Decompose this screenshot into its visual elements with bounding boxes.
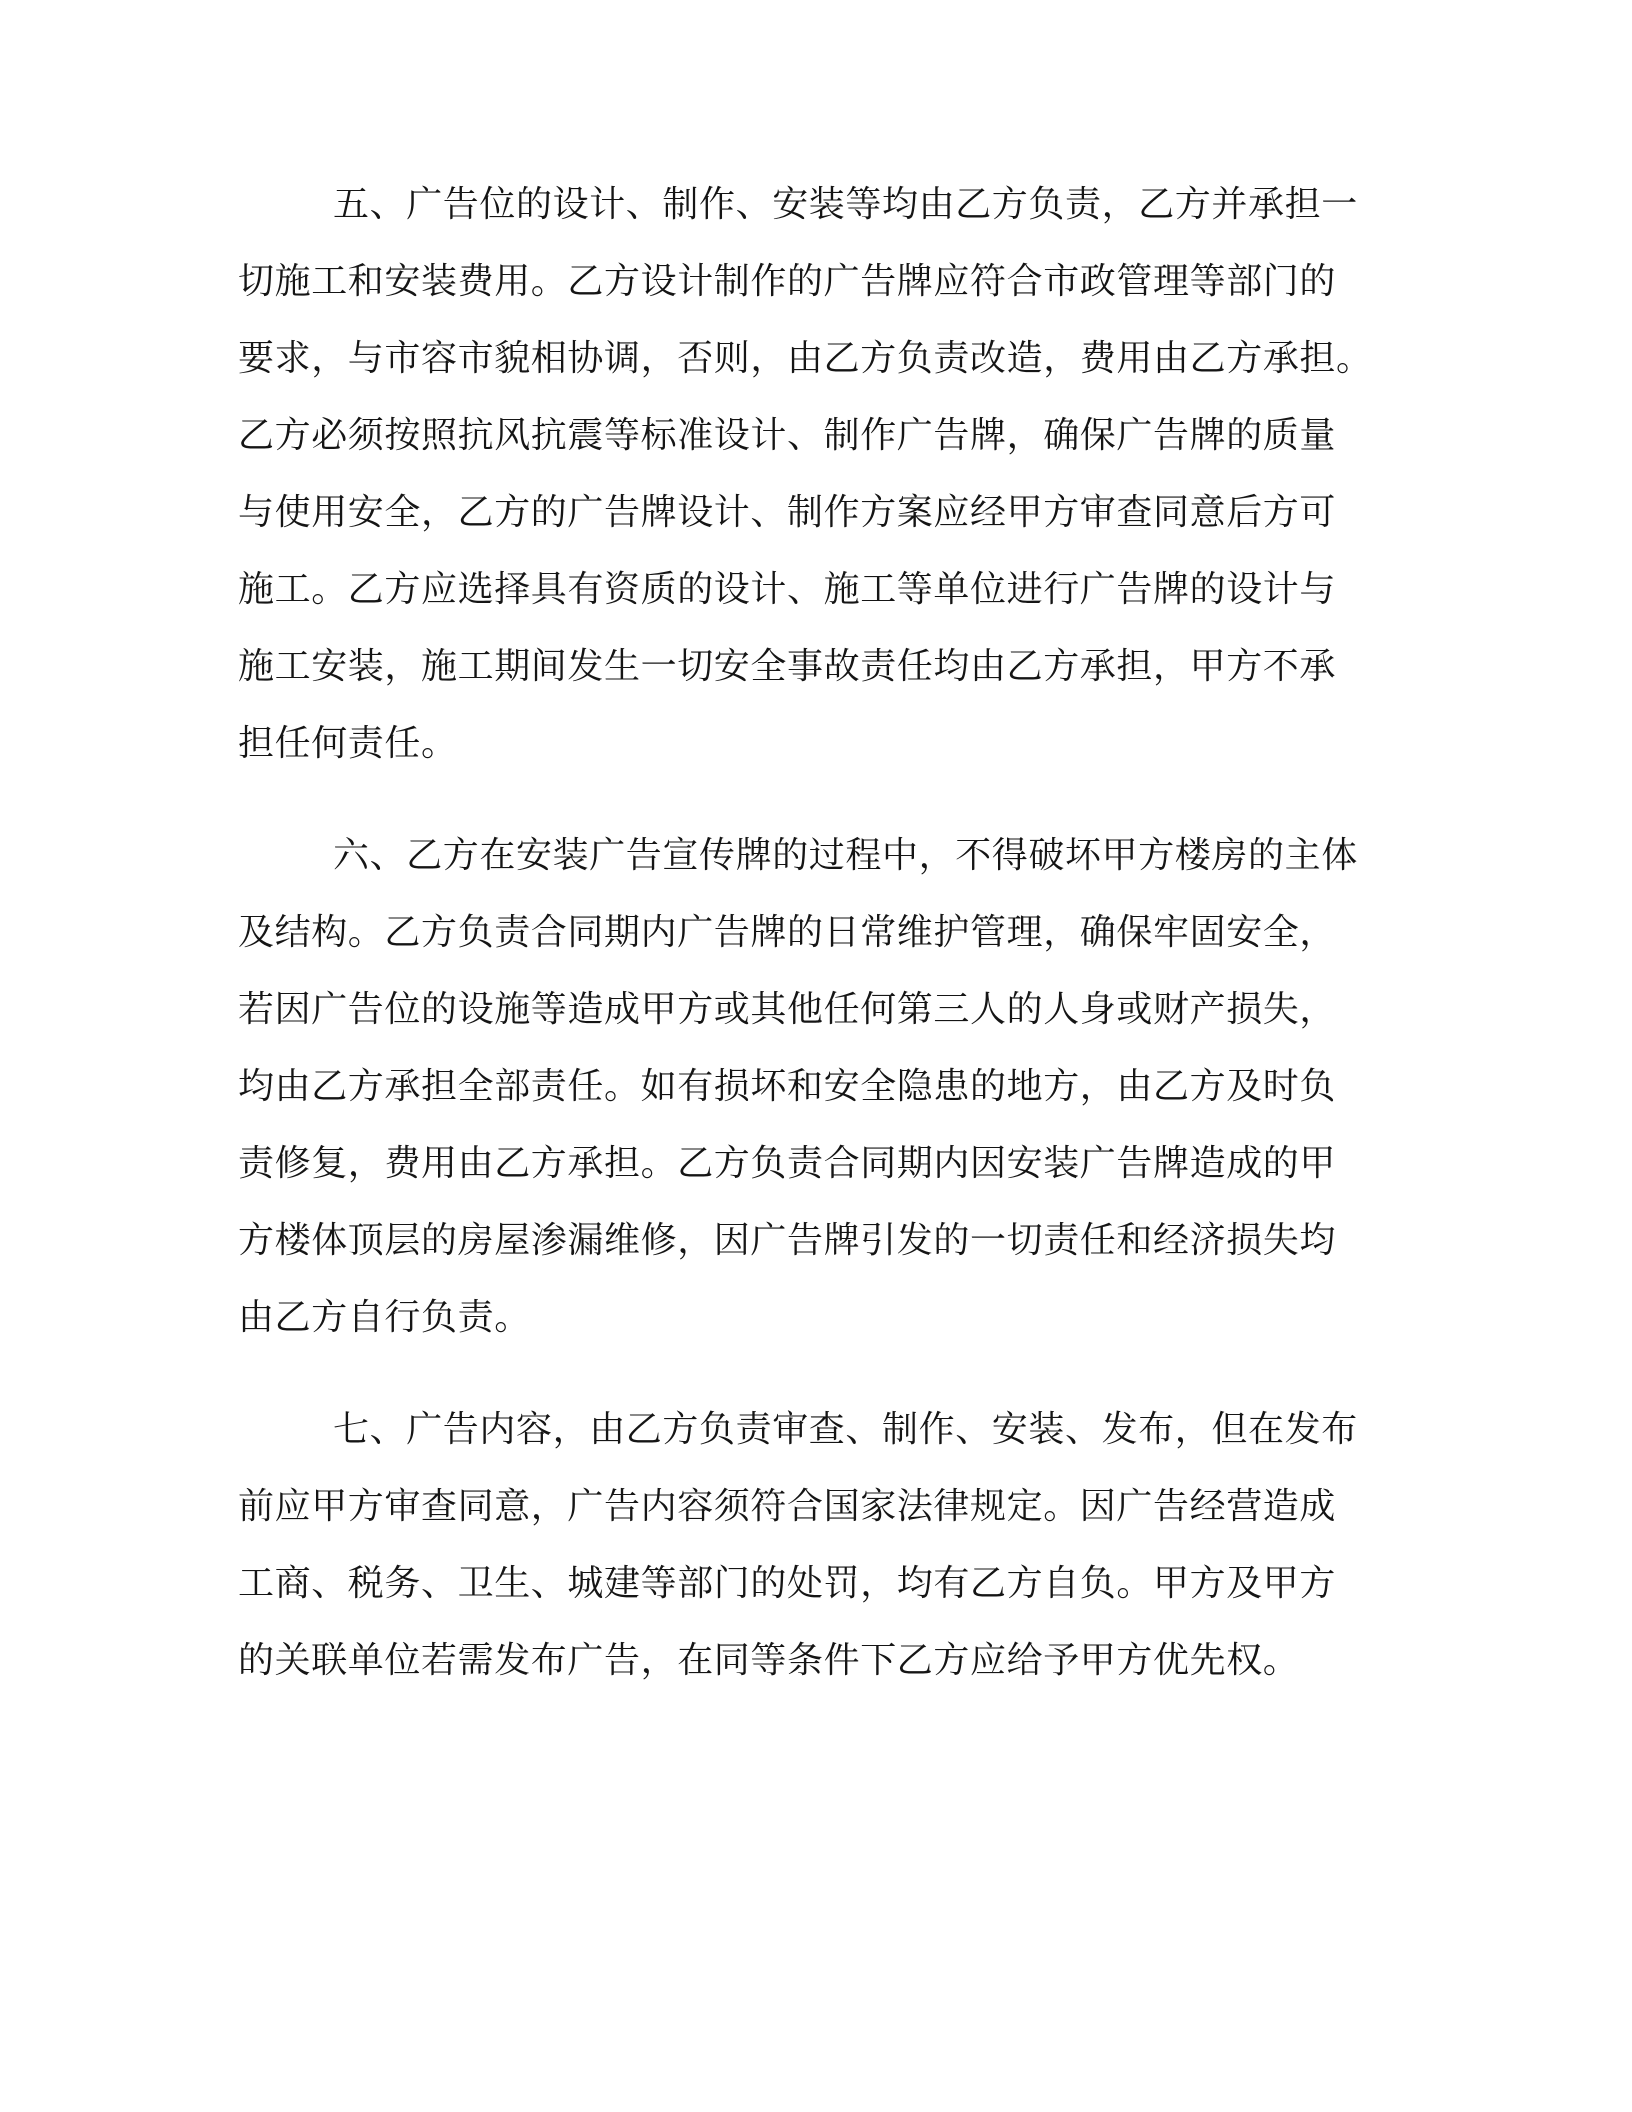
text-line: 由乙方自行负责。 xyxy=(238,1297,531,1338)
text-line: 施工安装，施工期间发生一切安全事故责任均由乙方承担，甲方不承 xyxy=(238,646,1337,687)
text-line: 担任何责任。 xyxy=(238,723,458,764)
text-line: 若因广告位的设施等造成甲方或其他任何第三人的人身或财产损失， xyxy=(238,989,1337,1030)
clause-7 xyxy=(238,1411,1378,1680)
text-line: 的关联单位若需发布广告，在同等条件下乙方应给予甲方优先权。 xyxy=(238,1640,1300,1681)
text-line: 要求，与市容市貌相协调，否则，由乙方负责改造，费用由乙方承担。 xyxy=(238,338,1373,379)
text-line: 六、乙方在安装广告宣传牌的过程中，不得破坏甲方楼房的主体 xyxy=(333,835,1358,876)
clause-6 xyxy=(238,837,1378,1337)
text-line: 前应甲方审查同意，广告内容须符合国家法律规定。因广告经营造成 xyxy=(238,1486,1337,1527)
text-line: 五、广告位的设计、制作、安装等均由乙方负责，乙方并承担一 xyxy=(333,184,1358,225)
text-line: 工商、税务、卫生、城建等部门的处罚，均有乙方自负。甲方及甲方 xyxy=(238,1563,1337,1604)
text-line: 责修复，费用由乙方承担。乙方负责合同期内因安装广告牌造成的甲 xyxy=(238,1143,1337,1184)
text-line: 施工。乙方应选择具有资质的设计、施工等单位进行广告牌的设计与 xyxy=(238,569,1337,610)
text-line: 切施工和安装费用。乙方设计制作的广告牌应符合市政管理等部门的 xyxy=(238,261,1337,302)
clause-5 xyxy=(238,186,1378,763)
text-line: 乙方必须按照抗风抗震等标准设计、制作广告牌，确保广告牌的质量 xyxy=(238,415,1337,456)
text-line: 方楼体顶层的房屋渗漏维修，因广告牌引发的一切责任和经济损失均 xyxy=(238,1220,1337,1261)
text-line: 与使用安全，乙方的广告牌设计、制作方案应经甲方审查同意后方可 xyxy=(238,492,1337,533)
text-line: 七、广告内容，由乙方负责审查、制作、安装、发布，但在发布 xyxy=(333,1409,1358,1450)
text-line: 及结构。乙方负责合同期内广告牌的日常维护管理，确保牢固安全， xyxy=(238,912,1337,953)
text-line: 均由乙方承担全部责任。如有损坏和安全隐患的地方，由乙方及时负 xyxy=(238,1066,1337,1107)
document-body xyxy=(238,186,1378,1680)
